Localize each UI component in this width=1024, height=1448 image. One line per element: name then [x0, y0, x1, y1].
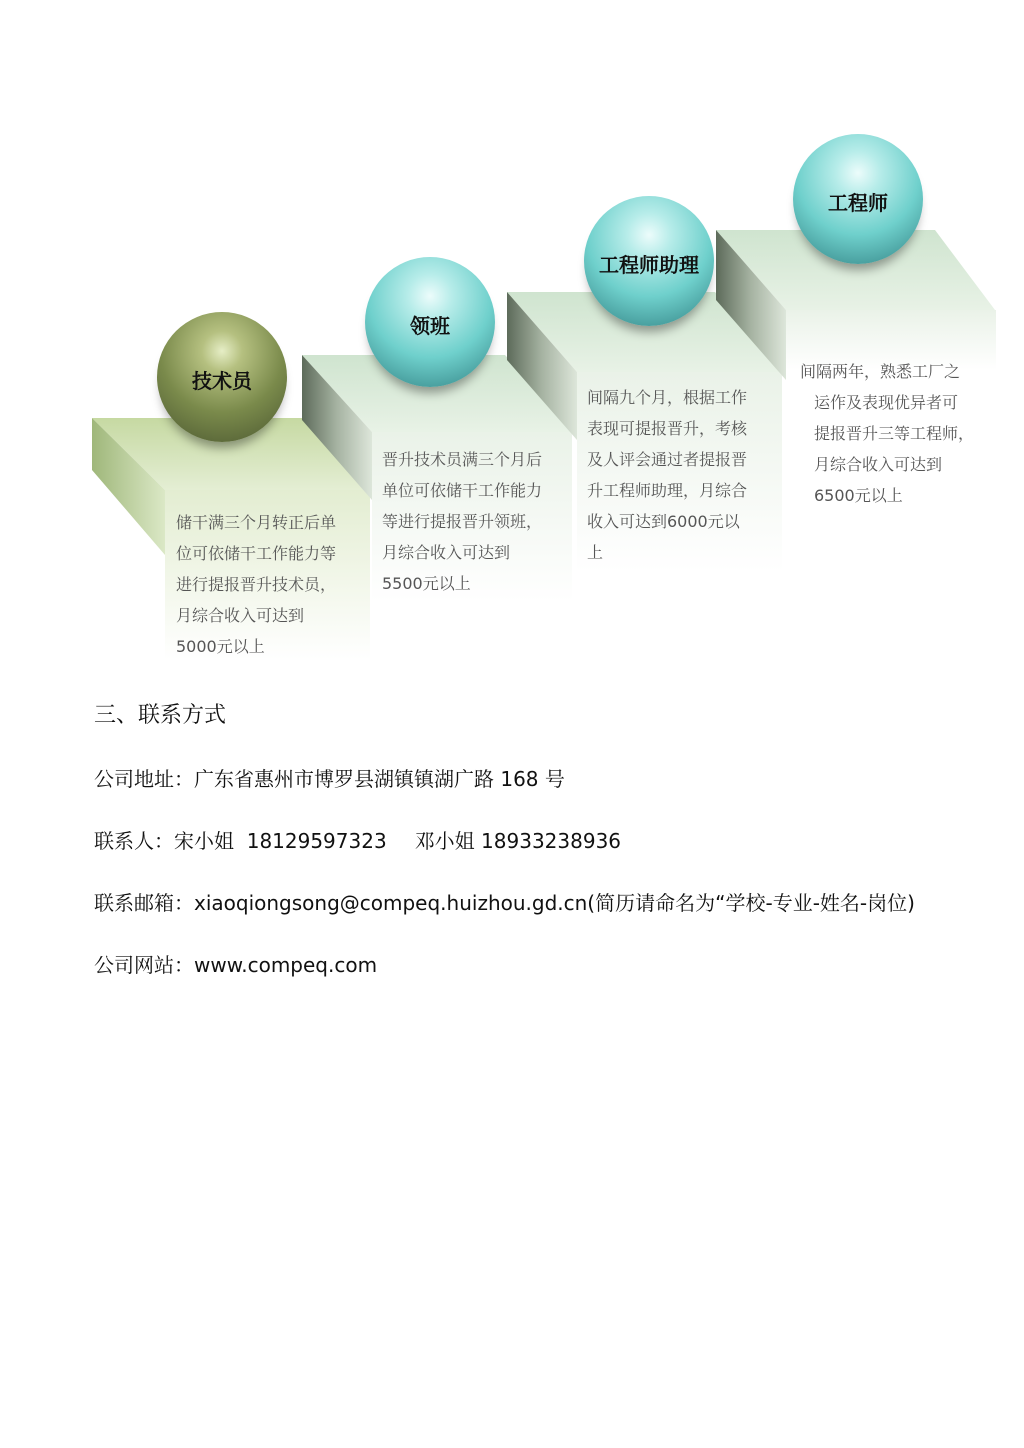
- desc-line: 收入可达到6000元以: [587, 512, 740, 531]
- desc-line: 5500元以上: [382, 574, 471, 593]
- step3-orb: [584, 196, 714, 326]
- desc-line: 位可依储干工作能力等: [176, 544, 337, 563]
- person2: 邓小姐 18933238936: [414, 829, 622, 853]
- desc-line: 储干满三个月转正后单: [176, 513, 337, 532]
- person1: 宋小姐 18129597323: [174, 829, 387, 853]
- desc-line: 进行提报晋升技术员，: [176, 575, 337, 594]
- desc-line: 5000元以上: [176, 637, 265, 656]
- address-value: 广东省惠州市博罗县湖镇镇湖广路 168 号: [194, 767, 565, 791]
- website-line: [94, 949, 377, 978]
- desc-line: 运作及表现优异者可: [814, 393, 959, 412]
- desc-line: 等进行提报晋升领班，: [382, 512, 543, 531]
- person-label: 联系人：: [94, 829, 174, 853]
- step1-title: 技术员: [192, 368, 252, 393]
- desc-line: 提报晋升三等工程师，: [814, 424, 975, 443]
- step3-title: 工程师助理: [599, 252, 699, 277]
- step2-title: 领班: [410, 313, 450, 338]
- email-line: [94, 887, 915, 916]
- desc-line: 及人评会通过者提报晋: [587, 450, 748, 469]
- desc-line: 6500元以上: [814, 486, 903, 505]
- website-label: 公司网站：: [94, 953, 194, 977]
- desc-line: 月综合收入可达到: [814, 455, 943, 474]
- step3-description: [587, 382, 747, 568]
- step4-title: 工程师: [828, 190, 888, 215]
- desc-line: 单位可依储干工作能力: [382, 481, 543, 500]
- address-label: 公司地址：: [94, 767, 194, 791]
- desc-line: 间隔两年，熟悉工厂之: [800, 362, 961, 381]
- desc-line: 月综合收入可达到: [382, 543, 511, 562]
- desc-line: 间隔九个月，根据工作: [587, 388, 748, 407]
- step1-description: [176, 507, 336, 662]
- desc-line: 表现可提报晋升，考核: [587, 419, 748, 438]
- desc-line: 月综合收入可达到: [176, 606, 305, 625]
- step2-orb: [365, 257, 495, 387]
- step4-orb: [793, 134, 923, 264]
- desc-line: 升工程师助理，月综合: [587, 481, 748, 500]
- section-title: 三、联系方式: [94, 703, 227, 728]
- email-label: 联系邮箱：: [94, 891, 194, 915]
- step4-description: [800, 356, 974, 511]
- contact-person-line: [94, 825, 621, 854]
- step1-orb: [157, 312, 287, 442]
- email-value[interactable]: xiaoqiongsong@compeq.huizhou.gd.cn(简历请命名为“学校-专业-姓名-岗位): [194, 891, 915, 915]
- address-line: [94, 763, 565, 792]
- step2-description: [382, 444, 542, 599]
- career-ladder-diagram: [0, 0, 1024, 700]
- website-link[interactable]: www.compeq.com: [194, 953, 378, 977]
- desc-line: 晋升技术员满三个月后: [382, 450, 543, 469]
- desc-line: 上: [587, 543, 604, 562]
